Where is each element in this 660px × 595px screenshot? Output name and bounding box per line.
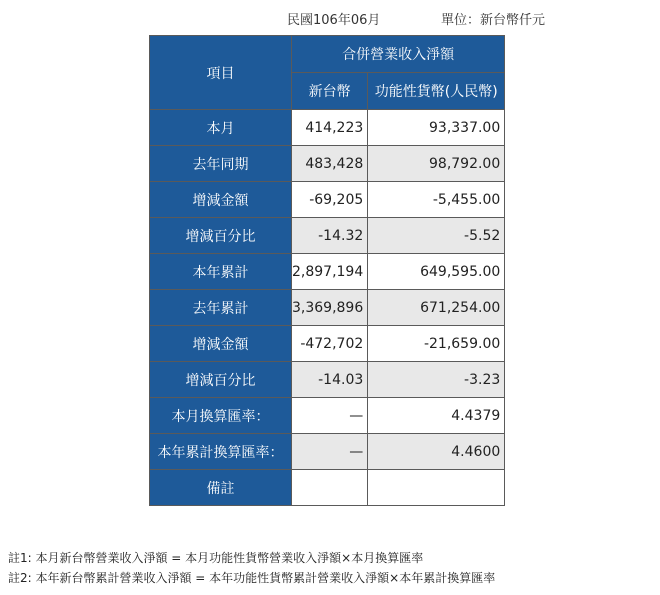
group-header: 合併營業收入淨額 [292,36,505,73]
row-label: 去年同期 [150,146,292,182]
row-label: 增減百分比 [150,218,292,254]
table-row [150,110,505,146]
rmb-value: 649,595.00 [368,254,505,290]
rmb-value: -5,455.00 [368,182,505,218]
remark-rmb-cell [368,470,505,506]
twd-value: -14.32 [292,218,368,254]
table-row [150,362,505,398]
rmb-value: -21,659.00 [368,326,505,362]
revenue-table [149,35,505,506]
row-label: 去年累計 [150,290,292,326]
twd-column-header: 新台幣 [292,73,368,110]
table-row [150,254,505,290]
rmb-value: -3.23 [368,362,505,398]
remark-twd-cell [292,470,368,506]
table-row [150,290,505,326]
table-row [150,326,505,362]
footnote: 註1: 本月新台幣營業收入淨額 = 本月功能性貨幣營業收入淨額×本月換算匯率 [8,551,424,565]
row-label: 增減百分比 [150,362,292,398]
report-period: 民國106年06月 [287,13,381,28]
row-label: 增減金額 [150,326,292,362]
twd-value: 414,223 [292,110,368,146]
twd-value: -69,205 [292,182,368,218]
table-row [150,398,505,434]
table-row [150,218,505,254]
rmb-value: 98,792.00 [368,146,505,182]
twd-value: — [292,398,368,434]
table-row [150,146,505,182]
rmb-value: 4.4600 [368,434,505,470]
footnotes [8,548,495,588]
item-header: 項目 [150,36,292,110]
table-row [150,434,505,470]
rmb-value: 93,337.00 [368,110,505,146]
twd-value: -14.03 [292,362,368,398]
twd-value: — [292,434,368,470]
twd-value: -472,702 [292,326,368,362]
table-header-row [150,36,505,73]
row-label: 本年累計換算匯率： [150,434,292,470]
remark-label: 備註 [150,470,292,506]
twd-value: 3,369,896 [292,290,368,326]
twd-value: 483,428 [292,146,368,182]
rmb-column-header: 功能性貨幣(人民幣) [368,73,505,110]
row-label: 增減金額 [150,182,292,218]
currency-unit: 單位：新台幣仟元 [441,13,546,28]
twd-value: 2,897,194 [292,254,368,290]
row-label: 本月換算匯率： [150,398,292,434]
table-row [150,182,505,218]
row-label: 本月 [150,110,292,146]
rmb-value: 671,254.00 [368,290,505,326]
remark-row [150,470,505,506]
row-label: 本年累計 [150,254,292,290]
footnote: 註2: 本年新台幣累計營業收入淨額 = 本年功能性貨幣累計營業收入淨額×本年累計換算匯率 [8,571,496,585]
rmb-value: -5.52 [368,218,505,254]
rmb-value: 4.4379 [368,398,505,434]
